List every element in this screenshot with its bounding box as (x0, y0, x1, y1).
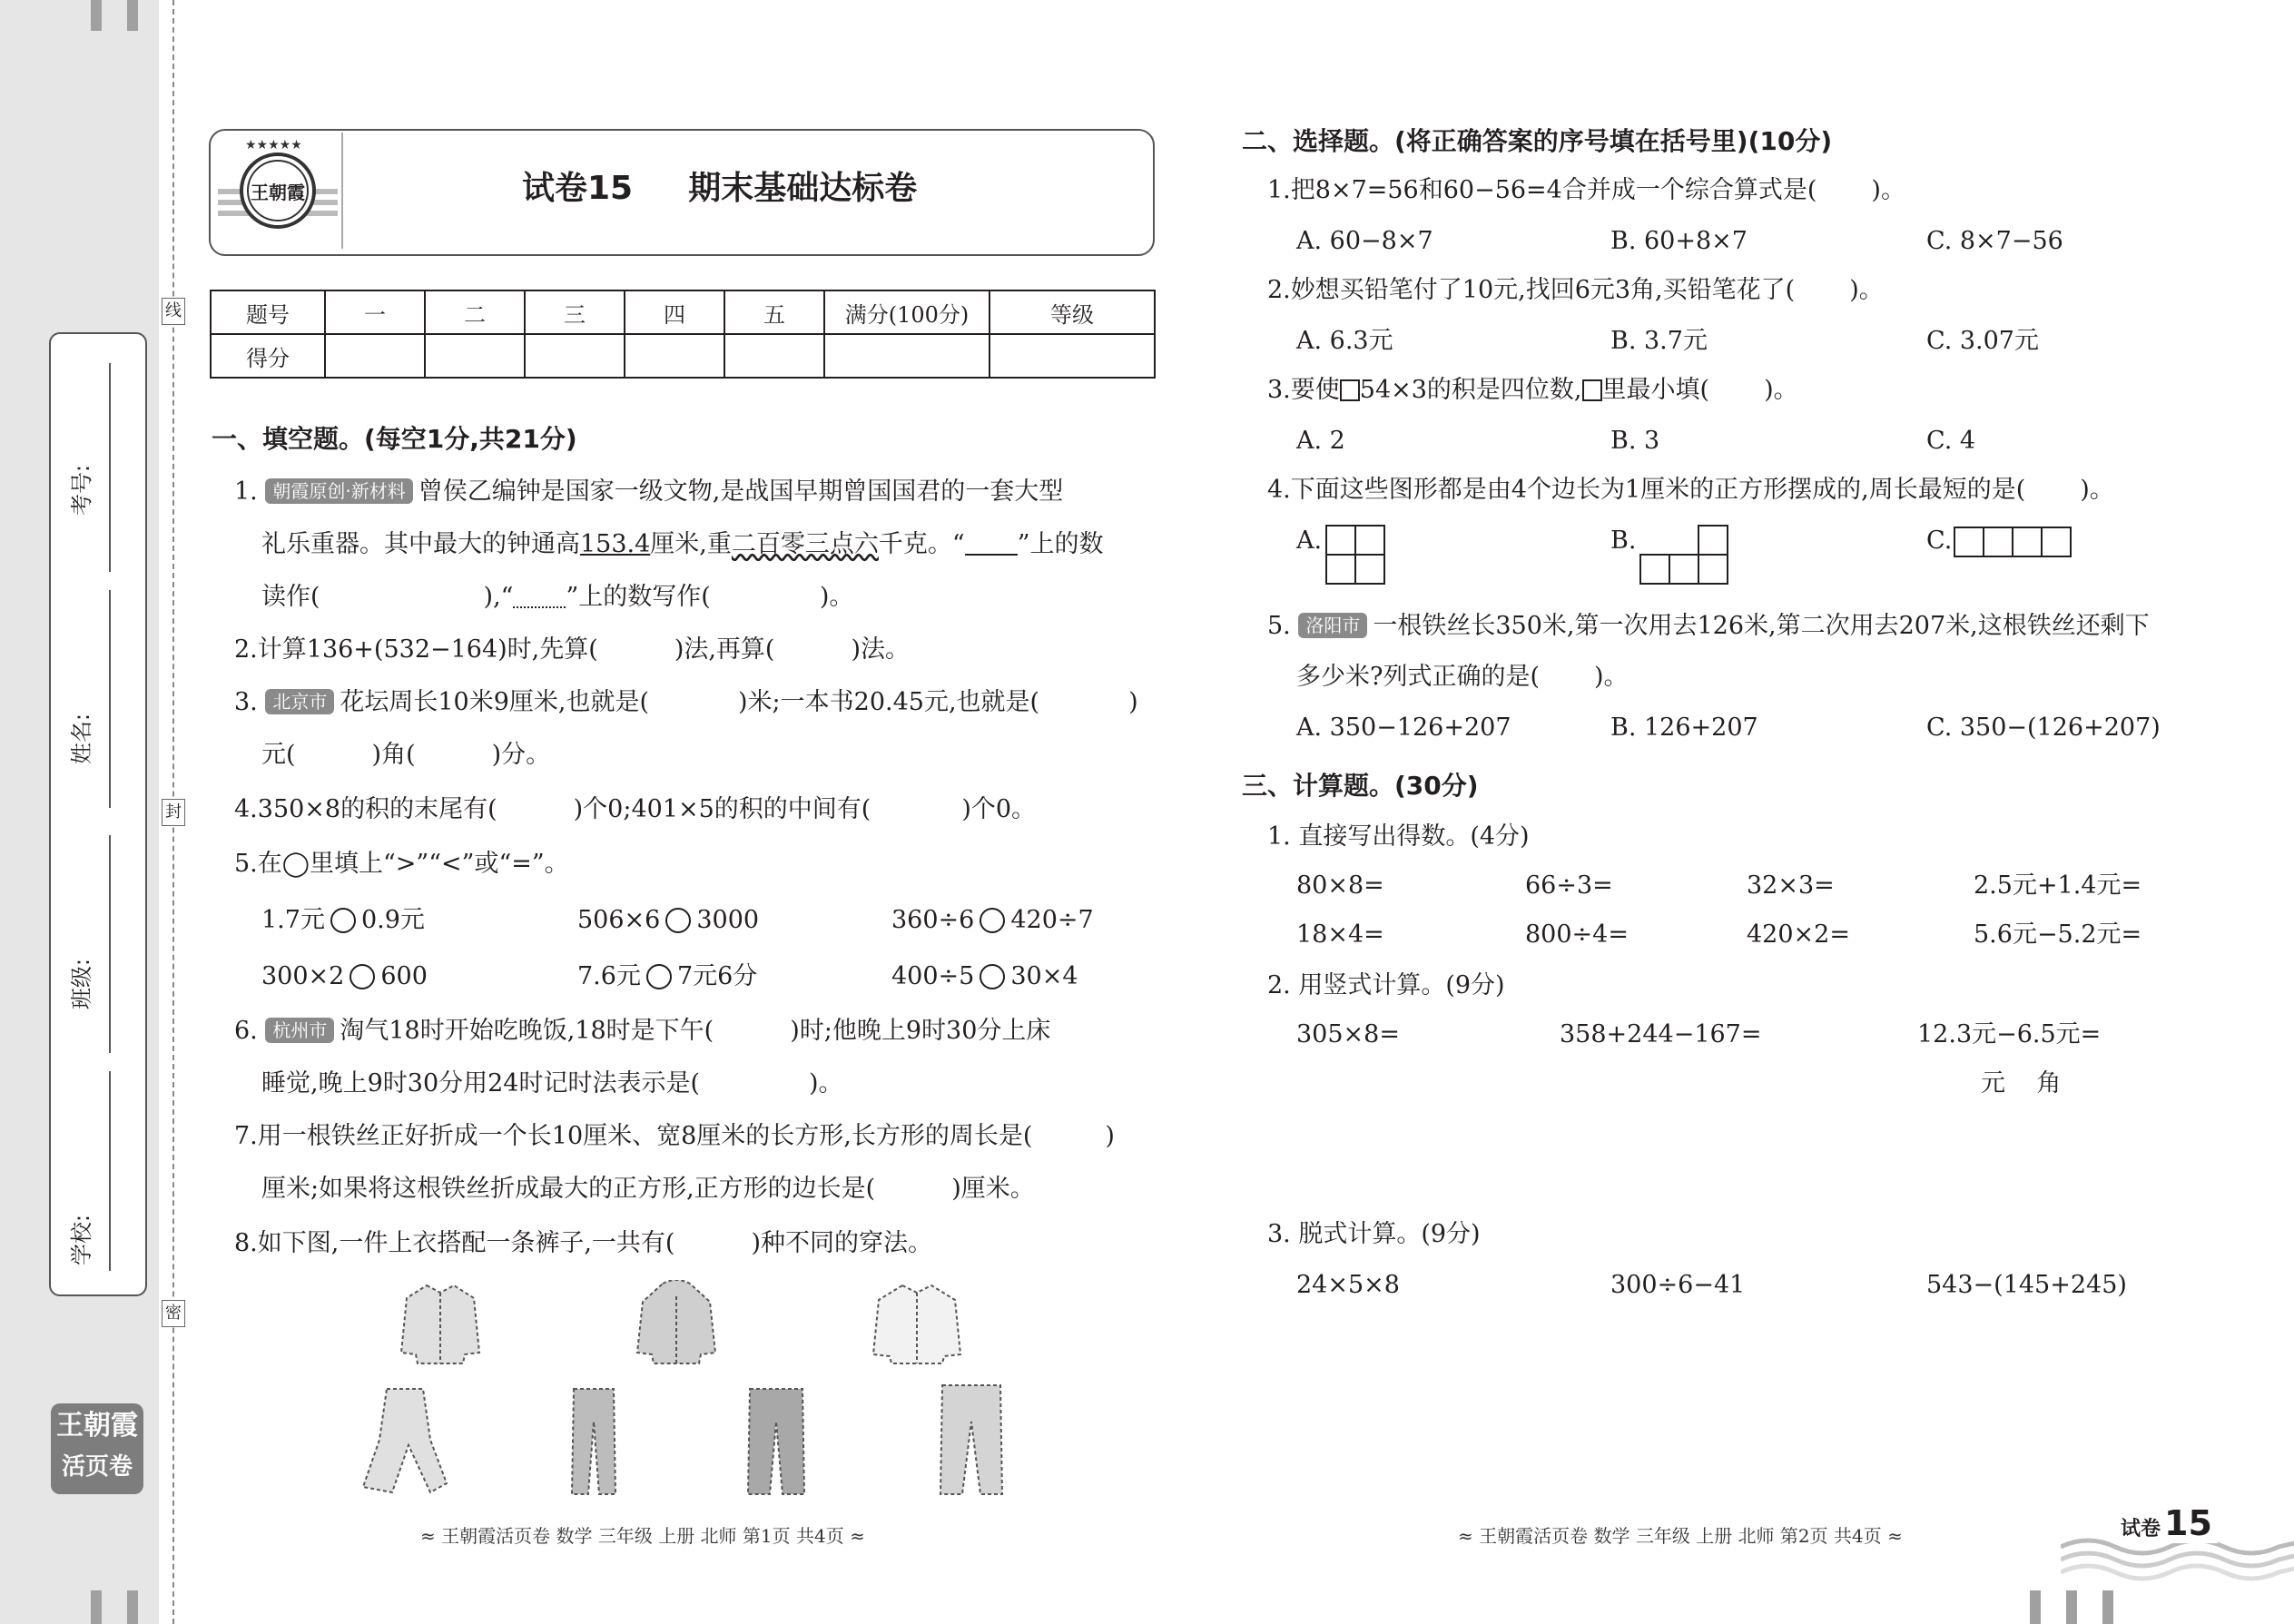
paper-number: 试卷15 (522, 170, 634, 207)
s2-q2-text: 妙想买铅笔付了10元,找回6元3角,买铅笔花了( (1290, 276, 1796, 304)
grid-cell (1640, 555, 1669, 584)
compare-circle[interactable] (980, 964, 1005, 989)
score-header-cell: 二 (425, 290, 525, 334)
s2-q2-number: 2. (1267, 276, 1291, 304)
s2-q5-line1 (1267, 610, 2150, 643)
school-line (109, 1071, 111, 1271)
q5-right: 30×4 (1010, 962, 1078, 990)
exam-number-line (109, 363, 111, 572)
grid-cell (1984, 527, 2013, 556)
score-header-cell: 四 (625, 290, 724, 334)
q8-number: 8. (234, 1229, 258, 1257)
option[interactable]: C. 350−(126+207) (1926, 714, 2161, 742)
jacket-2-icon (871, 1280, 962, 1367)
class-label: 班级: (69, 958, 94, 1009)
s2-q1-end: )。 (1871, 176, 1905, 204)
q7-line1 (234, 1120, 1115, 1153)
vertical-calc-item: 12.3元−6.5元= (1917, 1020, 2102, 1048)
digit-box-icon (1582, 379, 1602, 401)
q2-text-c: )法。 (851, 635, 911, 664)
q1-number: 1. (234, 477, 258, 506)
grid-cell (2042, 527, 2071, 556)
score-header-cell: 题号 (211, 290, 325, 334)
s2-q5-line2 (1296, 661, 1629, 694)
footer-wave-icon: ≈ (843, 1525, 865, 1547)
footer-left (420, 1521, 865, 1548)
q5-right: 600 (380, 962, 428, 990)
q5-right: 3000 (696, 906, 760, 934)
q5-number: 5. (234, 850, 258, 878)
q5-right: 0.9元 (360, 906, 425, 934)
option[interactable]: C. (1926, 527, 1953, 555)
grid-cell (1954, 527, 1984, 556)
grid-cell (1669, 526, 1698, 555)
q1-text2b: 厘米,重 (650, 530, 732, 558)
s3-q3-title: 3. 脱式计算。(9分) (1267, 1220, 1481, 1248)
paper-badge-number: 15 (2164, 1503, 2212, 1543)
shape-a (1325, 525, 1385, 585)
oral-item: 66÷3= (1525, 871, 1613, 900)
q5-item (577, 904, 759, 937)
s2-q4-number: 4. (1267, 476, 1291, 504)
grid-cell (1355, 555, 1384, 584)
s2-q3-number: 3. (1267, 376, 1291, 404)
grid-cell (1326, 555, 1355, 584)
grid-cell (1698, 526, 1728, 555)
q1-text2c: 千克。“ (878, 530, 965, 558)
q8-line (234, 1227, 932, 1260)
oral-item: 800÷4= (1525, 920, 1629, 949)
s2-q3-end: )。 (1764, 376, 1798, 404)
q1-text3c: ”上的数写作( (566, 583, 711, 611)
option[interactable]: A. (1296, 527, 1323, 555)
oral-item: 420×2= (1747, 920, 1850, 949)
spine-mark (127, 1590, 138, 1624)
q5-item (261, 960, 428, 993)
grid-cell (1355, 526, 1384, 555)
q8-text-a: 如下图,一件上衣搭配一条裤子,一共有( (257, 1229, 675, 1257)
binding-mark-line: 线 (162, 298, 185, 325)
header-divider (341, 133, 343, 249)
q5-left: 400÷5 (891, 962, 975, 990)
compare-circle[interactable] (980, 908, 1005, 933)
score-header-cell: 三 (525, 290, 625, 334)
option[interactable]: B. (1610, 527, 1637, 555)
q1-tag: 朝霞原创·新材料 (265, 478, 412, 504)
spine-mark (127, 0, 138, 31)
option[interactable]: B. 3.7元 (1610, 327, 1708, 355)
q6-text-b: )时;他晚上9时30分上床 (790, 1017, 1051, 1045)
binding-mark-secret: 密 (162, 1300, 185, 1327)
score-header-cell: 一 (325, 290, 425, 334)
score-cell[interactable] (425, 334, 525, 378)
q3-text-c: ) (1128, 688, 1138, 716)
q5-left: 300×2 (261, 962, 345, 990)
s2-q5-number: 5. (1267, 612, 1291, 640)
spine-mark (2102, 1590, 2113, 1624)
s2-q5-tag: 洛阳市 (1298, 613, 1367, 638)
jacket-1-icon (399, 1280, 481, 1367)
option[interactable]: B. 126+207 (1610, 714, 1758, 742)
score-cell[interactable] (325, 334, 425, 378)
name-label: 姓名: (69, 713, 94, 764)
s2-q1 (1267, 174, 1905, 207)
q5-item (261, 904, 425, 937)
oral-item: 32×3= (1747, 871, 1835, 900)
q6-number: 6. (234, 1017, 258, 1045)
answer-blank[interactable] (513, 585, 566, 608)
q4-text-b: )个0;401×5的积的中间有( (573, 795, 871, 823)
option[interactable]: A. 2 (1296, 427, 1345, 455)
option[interactable]: B. 3 (1610, 427, 1660, 455)
q4-line (234, 793, 1036, 826)
option[interactable]: A. 60−8×7 (1296, 227, 1433, 255)
q4-number: 4. (234, 795, 258, 823)
vertical-calc-item: 305×8= (1296, 1020, 1400, 1048)
vertical-calc-item: 358+244−167= (1560, 1020, 1762, 1048)
compare-circle[interactable] (330, 908, 356, 933)
q1-line3 (261, 581, 853, 614)
q1-num1: 153.4 (580, 530, 651, 558)
footer-right-text: 王朝霞活页卷 数学 三年级 上册 北师 第2页 共4页 (1479, 1525, 1882, 1547)
q2-text-b: )法,再算( (674, 635, 775, 664)
s2-q3 (1267, 374, 1798, 407)
q8-text-b: )种不同的穿法。 (751, 1229, 933, 1257)
s2-q1-text: 把8×7=56和60−56=4合并成一个综合算式是( (1290, 176, 1817, 204)
q1-text3b: ),“ (483, 583, 514, 611)
unit-label: 元 角 (1981, 1069, 2062, 1097)
s2-q4-text: 下面这些图形都是由4个边长为1厘米的正方形摆成的,周长最短的是( (1290, 476, 2026, 504)
q5-left: 360÷6 (891, 906, 975, 934)
score-header-cell: 等级 (989, 290, 1155, 334)
q6-tag: 杭州市 (265, 1018, 334, 1043)
q7-text-d: )厘米。 (951, 1175, 1035, 1203)
s2-q3-text-b: 54×3的积是四位数, (1359, 376, 1582, 404)
q5-left: 1.7元 (261, 906, 325, 934)
name-line (109, 590, 111, 808)
s2-q5-end: )。 (1594, 663, 1629, 691)
spine-logo-top: 王朝霞 (56, 1410, 138, 1442)
option[interactable]: C. 3.07元 (1926, 327, 2039, 355)
grid-cell (1698, 555, 1728, 584)
paper-badge-label: 试卷 (2121, 1518, 2161, 1540)
oral-item: 18×4= (1296, 920, 1384, 949)
footer-wave-icon: ≈ (1881, 1525, 1903, 1547)
grid-cell (1640, 526, 1669, 555)
paper-badge (2115, 1503, 2218, 1543)
spine-mark (2030, 1590, 2041, 1624)
q3-text-e: )角( (371, 741, 416, 769)
q1-text2d: ”上的数 (1017, 530, 1104, 558)
q7-text-a: 用一根铁丝正好折成一个长10厘米、宽8厘米的长方形,长方形的周长是( (257, 1122, 1033, 1150)
binding-mark-seal: 封 (162, 799, 185, 826)
oral-item: 5.6元−5.2元= (1974, 920, 2142, 949)
oral-item: 80×8= (1296, 871, 1384, 900)
q3-number: 3. (234, 688, 258, 716)
s2-q2-end: )。 (1849, 276, 1884, 304)
q3-text-a: 花坛周长10米9厘米,也就是( (340, 688, 650, 716)
q6-text-d: )。 (809, 1069, 843, 1097)
s2-q1-number: 1. (1267, 176, 1291, 204)
score-header-cell: 五 (724, 290, 824, 334)
spine-logo-bottom: 活页卷 (61, 1453, 133, 1481)
q4-text-c: )个0。 (961, 795, 1037, 823)
s2-q4 (1267, 474, 2114, 507)
q2-text-a: 计算136+(532−164)时,先算( (257, 635, 598, 664)
s2-q5-text2: 多少米?列式正确的是( (1296, 663, 1541, 691)
school-label: 学校: (69, 1214, 94, 1265)
q1-line1 (234, 476, 1063, 508)
q5-item (891, 960, 1078, 993)
compare-circle[interactable] (646, 964, 672, 989)
q5-right: 7元6分 (676, 962, 758, 990)
compare-circle[interactable] (665, 908, 691, 933)
q2-line (234, 634, 910, 666)
compare-circle[interactable] (350, 964, 375, 989)
s2-q3-text-c: 里最小填( (1601, 376, 1710, 404)
paper-subtitle: 期末基础达标卷 (688, 170, 918, 207)
option[interactable]: C. 8×7−56 (1926, 227, 2063, 255)
q4-text-a: 350×8的积的末尾有( (257, 795, 497, 823)
q1-text1: 曾侯乙编钟是国家一级文物,是战国早期曾国国君的一套大型 (418, 477, 1064, 506)
step-calc-item: 300÷6−41 (1610, 1271, 1746, 1299)
pants-1-icon (359, 1385, 450, 1498)
step-calc-item: 24×5×8 (1296, 1271, 1400, 1299)
q5-line (234, 848, 569, 881)
q7-text-c: 厘米;如果将这根铁丝折成最大的正方形,正方形的边长是( (261, 1175, 876, 1203)
score-table (210, 290, 1156, 379)
brand-logo (218, 136, 338, 245)
q3-line1 (234, 686, 1138, 719)
svg-text:★★★★★: ★★★★★ (245, 138, 302, 153)
q2-number: 2. (234, 635, 258, 664)
spine-mark (91, 0, 102, 31)
class-line (109, 835, 111, 1053)
q3-text-d: 元( (261, 741, 296, 769)
shape-b (1639, 525, 1728, 585)
answer-blank[interactable] (965, 532, 1018, 556)
q5-text: 在◯里填上“>”“<”或“=”。 (257, 850, 569, 878)
footer-right (1458, 1521, 1903, 1548)
score-cell[interactable] (989, 334, 1155, 378)
footer-left-text: 王朝霞活页卷 数学 三年级 上册 北师 第1页 共4页 (441, 1525, 844, 1547)
digit-box-icon (1340, 379, 1360, 401)
pants-2-icon (566, 1385, 621, 1498)
score-row-label: 得分 (211, 334, 325, 378)
q7-text-b: ) (1105, 1122, 1115, 1150)
grid-cell (1326, 526, 1355, 555)
spine-logo (51, 1403, 143, 1494)
brand-logo-text: 王朝霞 (251, 182, 305, 203)
s3-q2-title: 2. 用竖式计算。(9分) (1267, 971, 1505, 999)
s2-q5-text: 一根铁丝长350米,第一次用去126米,第二次用去207米,这根铁丝还剩下 (1373, 612, 2150, 640)
oral-item: 2.5元+1.4元= (1974, 871, 2142, 900)
q5-left: 506×6 (577, 906, 661, 934)
option[interactable]: C. 4 (1926, 427, 1976, 455)
s2-q4-end: )。 (2080, 476, 2114, 504)
q7-number: 7. (234, 1122, 258, 1150)
spine-mark (91, 1590, 102, 1624)
q3-text-f: )分。 (491, 741, 551, 769)
q1-text3d: )。 (819, 583, 854, 611)
q5-item (891, 904, 1094, 937)
q5-left: 7.6元 (577, 962, 641, 990)
q3-line2 (261, 739, 550, 772)
score-cell[interactable] (824, 334, 989, 378)
step-calc-item: 543−(145+245) (1926, 1271, 2127, 1299)
q1-num2: 二百零三点六 (731, 530, 879, 558)
q5-item (577, 960, 757, 993)
section1-title: 一、填空题。(每空1分,共21分) (212, 424, 577, 454)
option[interactable]: B. 60+8×7 (1610, 227, 1748, 255)
score-cell[interactable] (525, 334, 625, 378)
footer-wave-icon: ≈ (420, 1525, 442, 1547)
score-header-cell: 满分(100分) (824, 290, 989, 334)
q6-line2 (261, 1068, 843, 1100)
option[interactable]: A. 350−126+207 (1296, 714, 1511, 742)
grid-cell (1669, 555, 1698, 584)
q3-tag: 北京市 (265, 689, 334, 714)
paper-title (522, 172, 917, 205)
spine-mark (2066, 1590, 2077, 1624)
pants-4-icon (935, 1382, 1008, 1498)
q1-text2a: 礼乐重器。其中最大的钟通高 (261, 530, 580, 558)
score-cell[interactable] (625, 334, 724, 378)
s2-q3-text-a: 要使 (1290, 376, 1340, 404)
score-cell[interactable] (724, 334, 824, 378)
q3-text-b: )米;一本书20.45元,也就是( (738, 688, 1040, 716)
s2-q2 (1267, 274, 1884, 307)
section3-title: 三、计算题。(30分) (1242, 771, 1479, 801)
grid-cell (2013, 527, 2042, 556)
exam-number-label: 考号: (69, 464, 94, 516)
q6-text-a: 淘气18时开始吃晚饭,18时是下午( (340, 1017, 714, 1045)
option[interactable]: A. 6.3元 (1296, 327, 1393, 355)
q6-text-c: 睡觉,晚上9时30分用24时记时法表示是( (261, 1069, 701, 1097)
q7-line2 (261, 1173, 1035, 1206)
hoodie-icon (635, 1280, 717, 1367)
q1-line2 (261, 528, 1104, 561)
s3-q1-title: 1. 直接写出得数。(4分) (1267, 822, 1530, 851)
footer-wave-icon: ≈ (1458, 1525, 1480, 1547)
pants-3-icon (744, 1385, 808, 1498)
section2-title: 二、选择题。(将正确答案的序号填在括号里)(10分) (1242, 126, 1833, 156)
q6-line1 (234, 1015, 1050, 1048)
shape-c (1954, 527, 2072, 557)
q5-right: 420÷7 (1010, 906, 1094, 934)
q1-text3a: 读作( (261, 583, 320, 611)
